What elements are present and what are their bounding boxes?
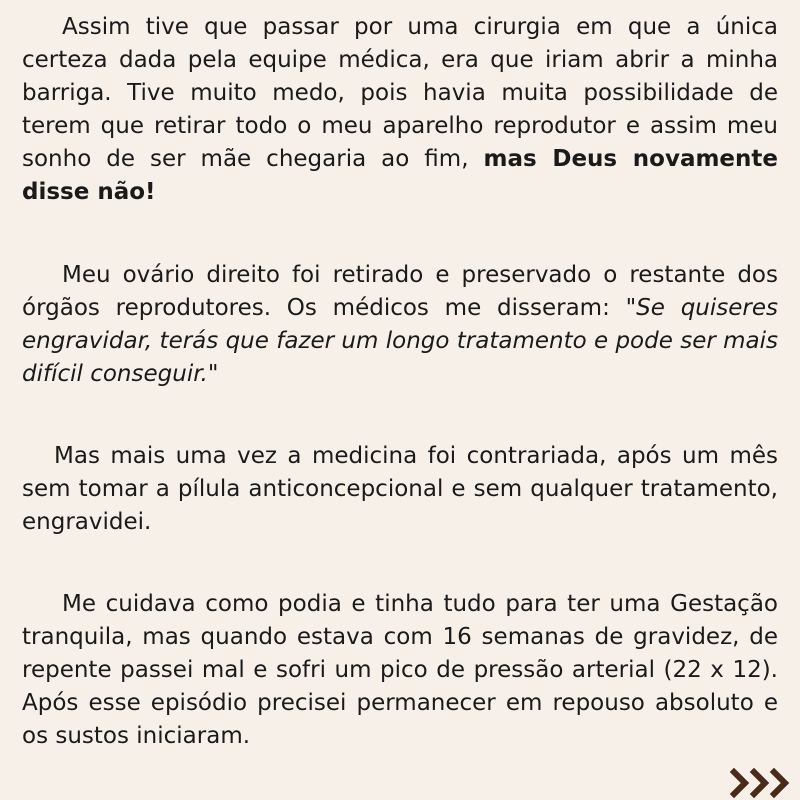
paragraph-surgery — [22, 11, 778, 209]
paragraph-ovary-quote: Se quiseres engravidar, terás que fazer um longo tratamento e pode ser mais difícil conseguir. — [22, 295, 778, 387]
paragraph-surgery-bold-text: mas Deus novamente disse não! — [22, 146, 779, 205]
next-page-button[interactable] — [730, 766, 796, 800]
paragraph-surgery-text: Assim tive que passar por uma cirurgia em que a única certeza dada pela equipe médica, era que iriam abrir a minha barriga. Tive muito medo, pois havia muita possibilidade de terem que retirar todo o meu aparelho reprodutor e assim meu sonho de ser mãe chegaria ao fim, — [22, 14, 778, 172]
triple-chevron-right-icon — [730, 766, 796, 800]
paragraph-ovary-text: Meu ovário direito foi retirado e preservado o restante dos órgãos reprodutores. Os médicos me disseram: " — [22, 262, 778, 321]
paragraph-ovary-quote-close: " — [207, 361, 219, 387]
paragraph-pregnancy — [22, 440, 778, 539]
paragraph-ovary — [22, 259, 778, 391]
paragraph-gestation — [22, 588, 778, 753]
paragraph-pregnancy-text: Mas mais uma vez a medicina foi contrariada, após um mês sem tomar a pílula anticoncepcional e sem qualquer tratamento, engravidei. — [22, 443, 778, 535]
paragraph-gestation-text: Me cuidava como podia e tinha tudo para ter uma Gestação tranquila, mas quando estava com 16 semanas de gravidez, de repente passei mal e sofri um pico de pressão arterial (22 x 12). Após esse episódio precisei permanecer em repouso absoluto e os sustos iniciaram. — [22, 591, 778, 749]
